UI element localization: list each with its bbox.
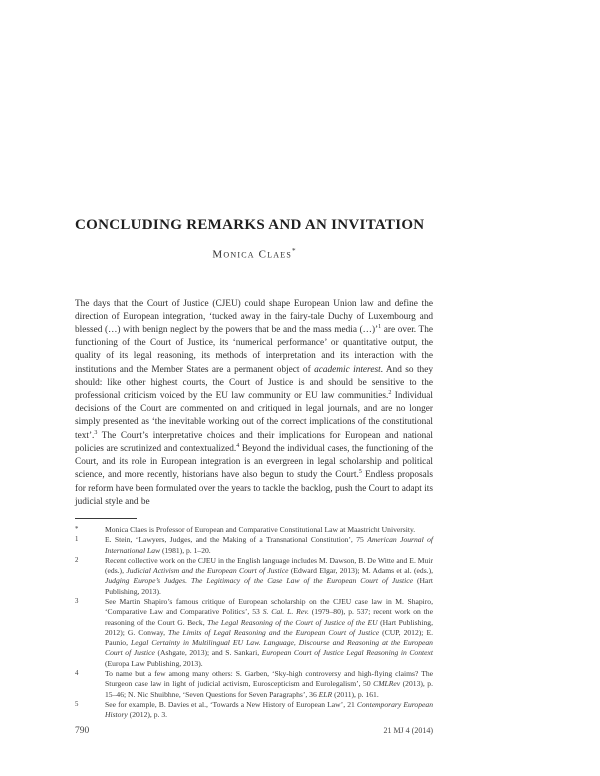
footnote-marker: 5 (75, 700, 79, 708)
author-note-symbol: * (292, 247, 296, 255)
author-name: Monica Claes (212, 248, 293, 261)
footnote-text: See Martin Shapiro’s famous critique of European scholarship on the CJEU case law in M. Shapiro, ‘Comparative Law and Comparative Politics’, 53 S. Cal. L. Rev. (1979–80), p. 537; recent work on the reasoning of the Court G. Beck, The Legal Reasoning of the Court of Justice of the EU (Hart Publishing, 2012); G. Conway, The Limits of Legal Reasoning and the European Court of Justice (CUP, 2012); E. Paunio, Legal Certainty in Multilingual EU Law. Language, Discourse and Reasoning at the European Court of Justice (Ashgate, 2013); and S. Sankari, European Court of Justice Legal Reasoning in Context (Europa Law Publishing, 2013). (105, 596, 433, 668)
footnote-marker: 2 (75, 556, 79, 564)
author-line (75, 247, 433, 261)
article-content (75, 217, 433, 721)
footnote-item (75, 597, 433, 669)
footnote-text: E. Stein, ‘Lawyers, Judges, and the Making of a Transnational Constitution’, 75 American Journal of International Law (1981), p. 1–20. (105, 535, 433, 555)
footnote-item (75, 669, 433, 700)
footnote-text: Recent collective work on the CJEU in the English language includes M. Dawson, B. De Witte and E. Muir (eds.), Judicial Activism and the European Court of Justice (Edward Elgar, 2013); M. Adams et al. (eds.), Judging Europe’s Judges. The Legitimacy of the Case Law of the European Court of Justice (Hart Publishing, 2013). (105, 555, 434, 596)
footnote-item (75, 700, 433, 721)
footnote-item (75, 535, 433, 556)
footnote-separator (75, 518, 137, 519)
footnote-marker: 3 (75, 597, 79, 605)
footnote-text: Monica Claes is Professor of European and Comparative Constitutional Law at Maastricht University. (105, 524, 416, 534)
footnote-marker: 1 (75, 536, 79, 544)
page-title: CONCLUDING REMARKS AND AN INVITATION (75, 217, 425, 233)
footnote-item (75, 525, 433, 535)
journal-citation: 21 MJ 4 (2014) (383, 726, 433, 735)
footnote-item (75, 556, 433, 597)
footnote-text: See for example, B. Davies et al., ‘Towards a New History of European Law’, 21 Contemporary European History (2012), p. 3. (105, 699, 433, 720)
footnote-marker: * (75, 525, 79, 533)
page-number: 790 (75, 726, 90, 736)
page-footer (75, 726, 433, 736)
footnote-marker: 4 (75, 670, 79, 678)
footnotes-block (75, 525, 433, 721)
footnote-text: To name but a few among many others: S. Garben, ‘Sky-high controversy and high-flying claims? The Sturgeon case law in light of judicial activism, Euroscepticism and Eurolegalism’, 50 CMLRev (2013), p. 15–46; N. Nic Shuibhne, ‘Seven Questions for Seven Paragraphs’, 36 ELR (2011), p. 161. (105, 669, 433, 699)
body-paragraph: The days that the Court of Justice (CJEU) could shape European Union law and define the direction of European integration, ‘tucked away in the fairy-tale Duchy of Luxembourg and blessed (…) with benign neglect by the powers that be and the mass media (…)’$^1$ are over. The functioning of the Court of Justice, its ‘numerical performance’ or quantitative output, the quality of its legal reasoning, its methods of interpretation and its interaction with the institutions and the Member States are a permanent object of academic interest. And so they should: like other highest courts, the Court of Justice is and should be sensitive to the professional criticism voiced by the EU law community or EU law communities.$^2$ Individual decisions of the Court are commented on and critiqued in legal journals, and are no longer simply presented as ‘the inevitable working out of the correct implications of the constitutional text’.$^3$ The Court’s interpretative choices and their implications for European and national policies are scrutinized and contextualized.$^4$ Beyond the individual cases, the functioning of the Court, and its role in European integration is an evergreen in legal scholarship and political science, and more recently, historians have also begun to study the Court.$^5$ Endless proposals for reform have been formulated over the years to tackle the backlog, push the Court to adapt its judicial style and be (75, 298, 434, 507)
